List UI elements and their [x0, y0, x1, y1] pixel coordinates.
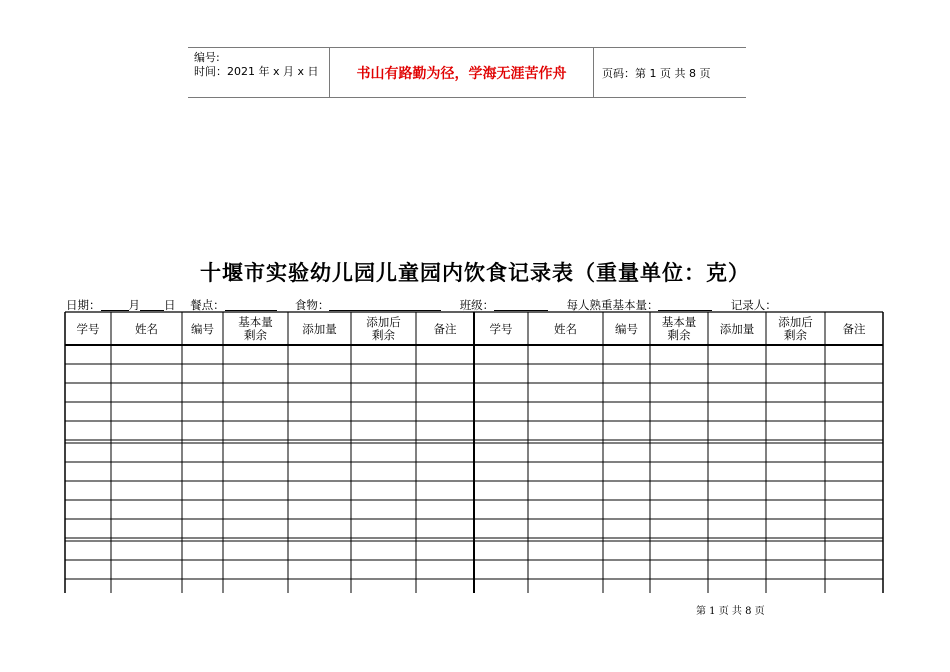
- page-footer: 第 1 页 共 8 页: [696, 606, 765, 617]
- month-label: 月: [128, 298, 140, 312]
- column-header: 学号: [489, 322, 513, 336]
- date-label: 日期：: [66, 298, 101, 312]
- motto: 书山有路勤为径，学海无涯苦作舟: [330, 48, 594, 97]
- column-header: 基本量 剩余: [661, 315, 697, 342]
- column-header: 添加后 剩余: [366, 315, 401, 342]
- time-label: 时间：2021 年 x 月 x 日: [194, 65, 319, 78]
- column-header: 备注: [433, 322, 457, 336]
- page-info: 页码：第 1 页 共 8 页: [602, 66, 711, 80]
- meal-label: 餐点：: [190, 298, 225, 312]
- day-label: 日: [164, 298, 176, 312]
- column-header: 姓名: [135, 322, 158, 336]
- food-label: 食物：: [294, 298, 330, 312]
- page-title: 十堰市实验幼儿园儿童园内饮食记录表（重量单位：克）: [200, 260, 750, 285]
- column-header: 添加量: [719, 322, 755, 336]
- basic-amount-label: 每人熟重基本量：: [566, 298, 659, 312]
- column-header: 添加量: [302, 322, 337, 336]
- column-header: 编号: [191, 322, 214, 336]
- column-header: 编号: [615, 322, 638, 336]
- class-label: 班级：: [459, 298, 495, 312]
- number-label: 编号:: [194, 51, 220, 64]
- column-header: 基本量 剩余: [238, 315, 273, 342]
- column-header: 姓名: [554, 322, 577, 336]
- column-header: 添加后 剩余: [778, 315, 813, 342]
- column-header: 学号: [76, 322, 100, 336]
- recorder-label: 记录人：: [730, 298, 777, 312]
- column-header: 备注: [842, 322, 866, 336]
